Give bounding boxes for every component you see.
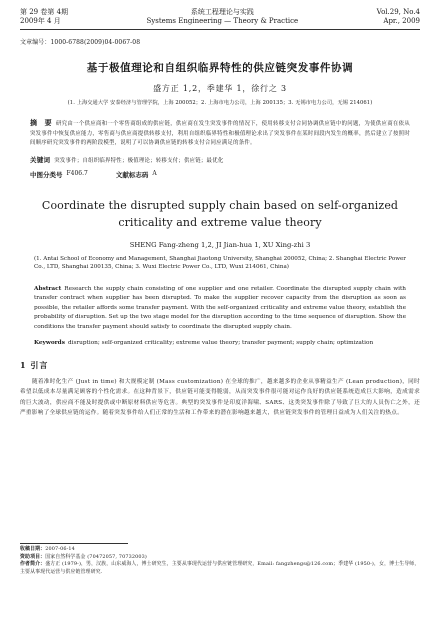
chinese-abstract-text: 研究由一个供应商和一个零售商组成的供应链，供应商在发生突发事件的情况下，使用转移支付合同协调供应链中的问题，为使供应商在依从突发事件中恢复供应能力，零售商与供应商提供转移支付，利用自组织临界特性和极值理论求出了突发事件在某时间段内发生的概率，然后建立了按照时间顺序研究突发事件的两阶段模型，说明了可以协调供应链的转移支付合同应满足的条件。 bbox=[30, 121, 410, 147]
english-abstract-label: Abstract bbox=[34, 285, 62, 292]
footnote-received-value: 2007-06-14 bbox=[45, 546, 75, 552]
document-code-label: 文献标志码 bbox=[115, 170, 149, 179]
english-authors: SHENG Fang-zheng 1,2, JI Jian-hua 1, XU Xing-zhi 3 bbox=[129, 240, 311, 249]
chinese-keywords-label: 关键词 bbox=[30, 155, 51, 164]
footnote-received-label: 收稿日期： bbox=[20, 546, 46, 552]
footnote-bio-label: 作者简介： bbox=[20, 561, 46, 568]
chinese-abstract bbox=[20, 118, 420, 149]
introduction-paragraph: 随着准时化生产 (Just in time) 和大规模定制 (Mass customization) 在全球的推广，越来越多的企业从事精益生产 (Lean production)，同时希望以低成本尽量满足顾客的个性化需求。在这种背景下，供应链可能变得脆弱，从而突发事件很可能对运作良好的供应链系统造成巨大影响，造成需求的巨大波动，供应商不能及时提供或中断原材料供应等危害。典型的突发事件是印度洋海啸、SARS、这类突发事件除了导致了巨大的人员伤亡之外，还严重影响了全球供应链的运作。随着突发事件给人们正常的生活和工作带来的潜在影响越来越大，供应链突发事件的管理日益成为人们关注的热点。 bbox=[20, 379, 420, 416]
footnote-bio bbox=[20, 561, 420, 576]
classification-line bbox=[20, 170, 420, 179]
chinese-keywords-text: 突发事件；自组织临界特性；极值理论；转移支付；供应链；最优化 bbox=[54, 157, 224, 164]
class-number-label: 中图分类号 bbox=[30, 170, 63, 179]
header-date-en: Apr., 2009 bbox=[383, 17, 420, 25]
class-number-value: F406.7 bbox=[66, 169, 88, 177]
section-heading-introduction: 1 引言 bbox=[20, 360, 49, 371]
chinese-abstract-label: 摘 要 bbox=[30, 118, 52, 127]
header-volume: 第 29 卷第 4期 bbox=[20, 8, 69, 16]
document-code-value: A bbox=[152, 169, 157, 177]
footnote-received bbox=[20, 546, 420, 554]
footnotes bbox=[20, 546, 420, 576]
header-vol-no: Vol.29, No.4 bbox=[376, 8, 420, 16]
header-journal-name bbox=[147, 8, 299, 26]
english-title: Coordinate the disrupted supply chain based on self-organized criticality and extreme value theory bbox=[41, 198, 399, 229]
chinese-affiliations: (1. 上海交通大学 安泰经济与管理学院，上海 200052；2. 上海市电力公司，上海 200135；3. 无锡市电力公司，无锡 214061) bbox=[67, 100, 373, 106]
english-keywords bbox=[20, 339, 420, 349]
header-volume-info bbox=[20, 8, 68, 26]
footnote-rule bbox=[20, 543, 128, 544]
footnote-fund-value: 国家自然科学基金 (70472057, 70732003) bbox=[45, 553, 147, 560]
header-rule bbox=[20, 29, 420, 30]
chinese-authors: 盛方正 1,2，季建华 1，徐行之 3 bbox=[153, 84, 287, 93]
english-abstract-text: Research the supply chain consisting of one supplier and one retailer. Coordinate the disrupted supply chain with transfer contract when supplier has been disrupted. To make the supplier recover capacity from the disruption as soon as possible, the retailer affords some transfer payment. With the self-organized criticality and extreme value theory, establish the probability of disruption. Set up the two stage model for the disruption according to the time sequence of disruption. Show the conditions the transfer payment should satisfy to coordinate the disrupted supply chain. bbox=[34, 285, 406, 330]
running-header bbox=[20, 8, 420, 26]
article-number: 文章编号：1000-6788(2009)04-0067-08 bbox=[20, 39, 141, 46]
footnote-fund-label: 资助项目： bbox=[20, 553, 46, 560]
header-date-cn: 2009年 4 月 bbox=[20, 17, 61, 25]
header-journal-cn: 系统工程理论与实践 bbox=[190, 8, 254, 16]
english-keywords-text: disruption; self-organized criticality; extreme value theory; transfer payment; supply chain; optimization bbox=[67, 339, 374, 346]
header-journal-en: Systems Engineering — Theory & Practice bbox=[146, 17, 299, 25]
chinese-keywords bbox=[20, 155, 420, 164]
footnote-bio-value: 盛方正 (1979-)，男，汉族，山东威海人，博士研究生，主要从事现代运营与供应链管理研究，Email: fangzhengs@126.com；季建华 (1950-)，女，博士生导师，主要从事现代运营与供应链管理研究. bbox=[20, 561, 420, 575]
english-keywords-label: Keywords bbox=[34, 339, 65, 346]
english-abstract bbox=[20, 285, 420, 333]
chinese-title: 基于极值理论和自组织临界特性的供应链突发事件协调 bbox=[86, 62, 354, 74]
header-volume-en bbox=[377, 8, 420, 26]
english-affiliations: (1. Antai School of Economy and Management, Shanghai Jiaotong University, Shanghai 200052, China; 2. Shanghai Electric Power Co., LTD, Shanghai 200135, China; 3. Wuxi Electric Power Co., LTD, Wuxi 214061, China) bbox=[34, 255, 406, 271]
